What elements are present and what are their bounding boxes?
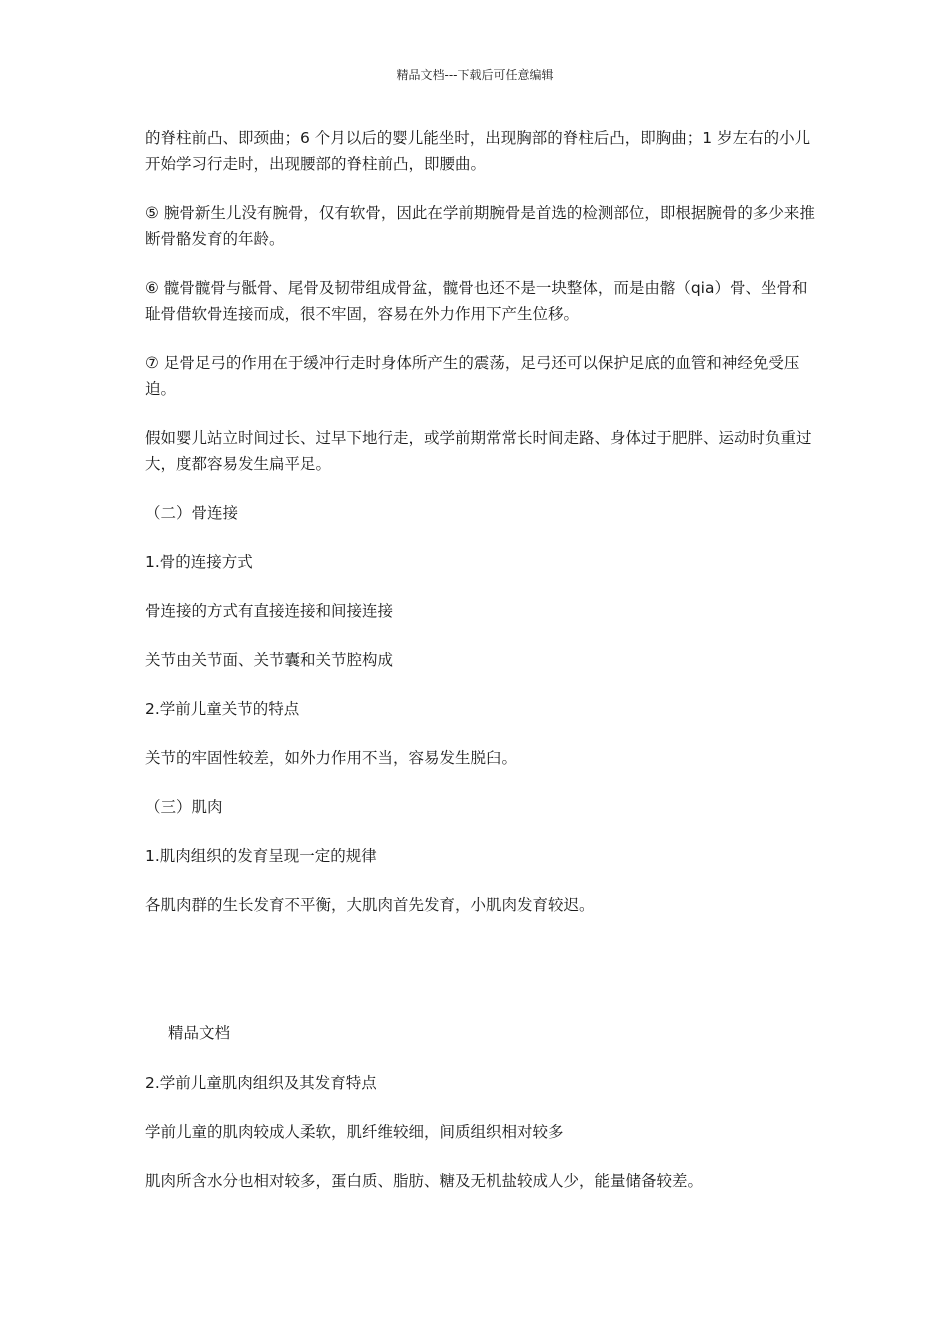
paragraph: 各肌肉群的生长发育不平衡，大肌肉首先发育，小肌肉发育较迟。 xyxy=(145,896,595,914)
section-heading: （三）肌肉 xyxy=(145,798,223,816)
paragraph: 关节的牢固性较差，如外力作用不当，容易发生脱臼。 xyxy=(145,749,518,767)
subsection-heading: 2.学前儿童肌肉组织及其发育特点 xyxy=(145,1074,377,1092)
subsection-heading: 2.学前儿童关节的特点 xyxy=(145,700,300,718)
paragraph: 假如婴儿站立时间过长、过早下地行走，或学前期常常长时间走路、身体过于肥胖、运动时负重过大，度都容易发生扁平足。 xyxy=(145,429,812,473)
paragraph: 的脊柱前凸、即颈曲；6 个月以后的婴儿能坐时，出现胸部的脊柱后凸，即胸曲；1 岁左右的小儿开始学习行走时，出现腰部的脊柱前凸，即腰曲。 xyxy=(145,129,811,173)
page-footer-label: 精品文档 xyxy=(168,1024,231,1042)
page-header: 精品文档---下载后可任意编辑 xyxy=(396,68,554,82)
document-body xyxy=(145,125,815,918)
paragraph: ⑦ 足骨足弓的作用在于缓冲行走时身体所产生的震荡，足弓还可以保护足底的血管和神经免受压迫。 xyxy=(145,354,800,398)
paragraph: ⑤ 腕骨新生儿没有腕骨，仅有软骨，因此在学前期腕骨是首选的检测部位，即根据腕骨的多少来推断骨骼发育的年龄。 xyxy=(145,204,815,248)
section-heading: （二）骨连接 xyxy=(145,504,239,522)
paragraph: 学前儿童的肌肉较成人柔软，肌纤维较细，间质组织相对较多 xyxy=(145,1123,564,1141)
paragraph: 肌肉所含水分也相对较多，蛋白质、脂肪、糖及无机盐较成人少，能量储备较差。 xyxy=(145,1172,704,1190)
paragraph: 关节由关节面、关节囊和关节腔构成 xyxy=(145,651,394,669)
paragraph: ⑥ 髋骨髋骨与骶骨、尾骨及韧带组成骨盆，髋骨也还不是一块整体，而是由髂（qia）骨、坐骨和耻骨借软骨连接而成，很不牢固，容易在外力作用下产生位移。 xyxy=(145,279,808,323)
subsection-heading: 1.肌肉组织的发育呈现一定的规律 xyxy=(145,847,377,865)
subsection-heading: 1.骨的连接方式 xyxy=(145,553,253,571)
paragraph: 骨连接的方式有直接连接和间接连接 xyxy=(145,602,394,620)
document-body-continued xyxy=(145,1070,815,1194)
